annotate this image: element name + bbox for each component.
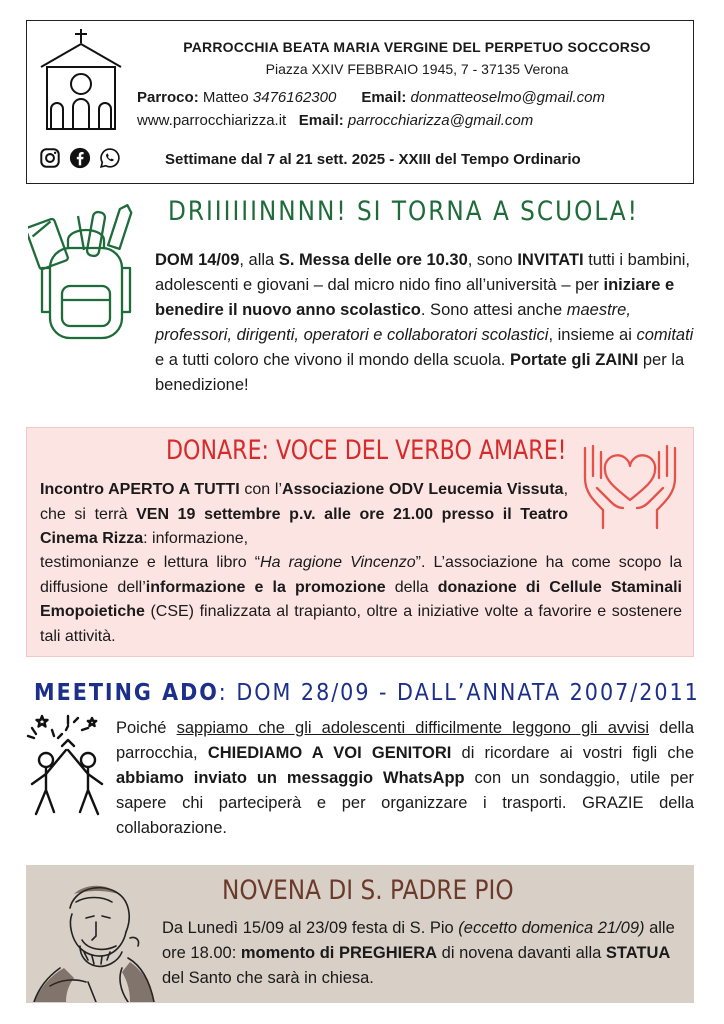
school-staff: maestre, professori, dirigenti, operatori e collaboratori scolastici (155, 301, 631, 344)
novena-text-e: di novena davanti alla (437, 944, 606, 962)
parroco-name: Matteo (202, 89, 249, 106)
donate-text-f: : informazione, (143, 530, 249, 547)
donate-info: informazione e la promozione (145, 578, 386, 596)
donate-text-top (40, 478, 568, 552)
school-text-7: per la benedizione! (155, 351, 685, 394)
email-label-2: Email: (298, 112, 344, 129)
heart-hands-icon (575, 438, 685, 538)
novena-text-c: alle ore 18.00: (162, 919, 675, 962)
meeting-underlined: sappiamo che gli adolescenti difficilmente leggono gli avvisi (176, 719, 649, 737)
school-text-6: e a tutti coloro che vivono il mondo della scuola. (155, 351, 510, 369)
parish-title: PARROCCHIA BEATA MARIA VERGINE DEL PERPETUO SOCCORSO (183, 39, 651, 55)
novena-prayer: momento di PREGHIERA (240, 944, 438, 962)
whatsapp-icon[interactable] (99, 147, 121, 169)
parroco-phone[interactable]: 3476162300 (252, 89, 337, 106)
novena-statue: STATUA (605, 944, 671, 962)
novena-except: (eccetto domenica 21/09) (458, 919, 645, 937)
parroco-label: Parroco: (137, 89, 199, 106)
donate-title: DONARE: VOCE DEL VERBO AMARE! (166, 435, 567, 466)
facebook-icon[interactable] (69, 147, 91, 169)
donate-open: Incontro APERTO A TUTTI (40, 481, 240, 498)
donate-text-bottom (40, 551, 682, 649)
donate-text-k: della (385, 578, 438, 596)
school-text-4: . Sono attesi anche (420, 301, 567, 319)
meeting-parents: CHIEDIAMO A VOI GENITORI (207, 744, 452, 762)
school-text (40, 248, 696, 398)
parroco-email[interactable]: donmatteoselmo@gmail.com (410, 89, 606, 106)
meeting-whatsapp: abbiamo inviato un messaggio WhatsApp (116, 769, 465, 787)
meeting-text-e: di ricordare ai vostri figli che (451, 744, 694, 762)
meeting-title-bold: MEETING ADO (34, 680, 219, 706)
meeting-text-a: Poiché (116, 719, 177, 737)
school-text-3: tutti i bambini, adolescenti e giovani – dal micro nido fino all’università – per (155, 251, 691, 294)
school-invitati: INVITATI (517, 251, 584, 269)
donate-text-d: , che si terrà (40, 481, 569, 523)
donate-text-m: (CSE) finalizzata al trapianto, oltre a iniziative volte a favorire e sostenere tali attività. (40, 603, 682, 645)
school-text-5: , insieme ai (548, 326, 637, 344)
parish-address: Piazza XXIV FEBBRAIO 1945, 7 - 37135 Verona (265, 61, 569, 77)
contact-row-website (137, 112, 533, 129)
teens-celebrating-icon (22, 712, 114, 824)
donate-cells: donazione di Cellule Staminali Emopoietiche (40, 578, 682, 620)
novena-text-g: del Santo che sarà in chiesa. (162, 969, 374, 987)
donate-text-b: con l’ (239, 481, 283, 498)
school-date: DOM 14/09 (155, 251, 240, 269)
header-box (26, 20, 694, 184)
meeting-title-rest: : DOM 28/09 - DALL’ANNATA 2007/2011 (218, 680, 700, 706)
school-mass: S. Messa delle ore 10.30 (278, 251, 468, 269)
website-link[interactable]: www.parrocchiarizza.it (137, 112, 287, 129)
donate-book: Ha ragione Vincenzo (260, 554, 416, 571)
church-icon (35, 27, 127, 137)
donate-text-g: testimonianze e lettura libro “ (40, 554, 261, 571)
meeting-text-g: con un sondaggio, utile per sapere chi parteciperà e per organizzare i trasporti. GRAZIE della collaborazione. (116, 769, 694, 837)
weeks-line: Settimane dal 7 al 21 sett. 2025 - XXIII del Tempo Ordinario (165, 151, 581, 168)
padre-pio-portrait (30, 868, 158, 1002)
meeting-title (34, 680, 700, 706)
novena-text-a: Da Lunedì 15/09 al 23/09 festa di S. Pio (162, 919, 459, 937)
donate-association: Associazione ODV Leucemia Vissuta (282, 481, 564, 498)
school-text-1: , alla (239, 251, 279, 269)
meeting-text-c: della parrocchia, (116, 719, 694, 762)
novena-text (162, 916, 686, 991)
school-comitati: comitati (636, 326, 694, 344)
donate-text-i: ”. L’associazione ha come scopo la diffusione dell’ (40, 554, 683, 596)
school-title: DRIIIIIINNNN! SI TORNA A SCUOLA! (168, 196, 639, 227)
social-icons (39, 147, 121, 169)
school-zaini: Portate gli ZAINI (509, 351, 639, 369)
meeting-text (116, 716, 694, 841)
school-text-2: , sono (467, 251, 518, 269)
donate-when: VEN 19 settembre p.v. alle ore 21.00 presso il Teatro Cinema Rizza (40, 505, 568, 547)
parish-email[interactable]: parrocchiarizza@gmail.com (347, 112, 534, 129)
instagram-icon[interactable] (39, 147, 61, 169)
email-label: Email: (361, 89, 407, 106)
novena-title: NOVENA DI S. PADRE PIO (222, 875, 514, 906)
contact-row-parroco (137, 89, 605, 106)
school-bless: iniziare e benedire il nuovo anno scolastico (155, 276, 675, 319)
